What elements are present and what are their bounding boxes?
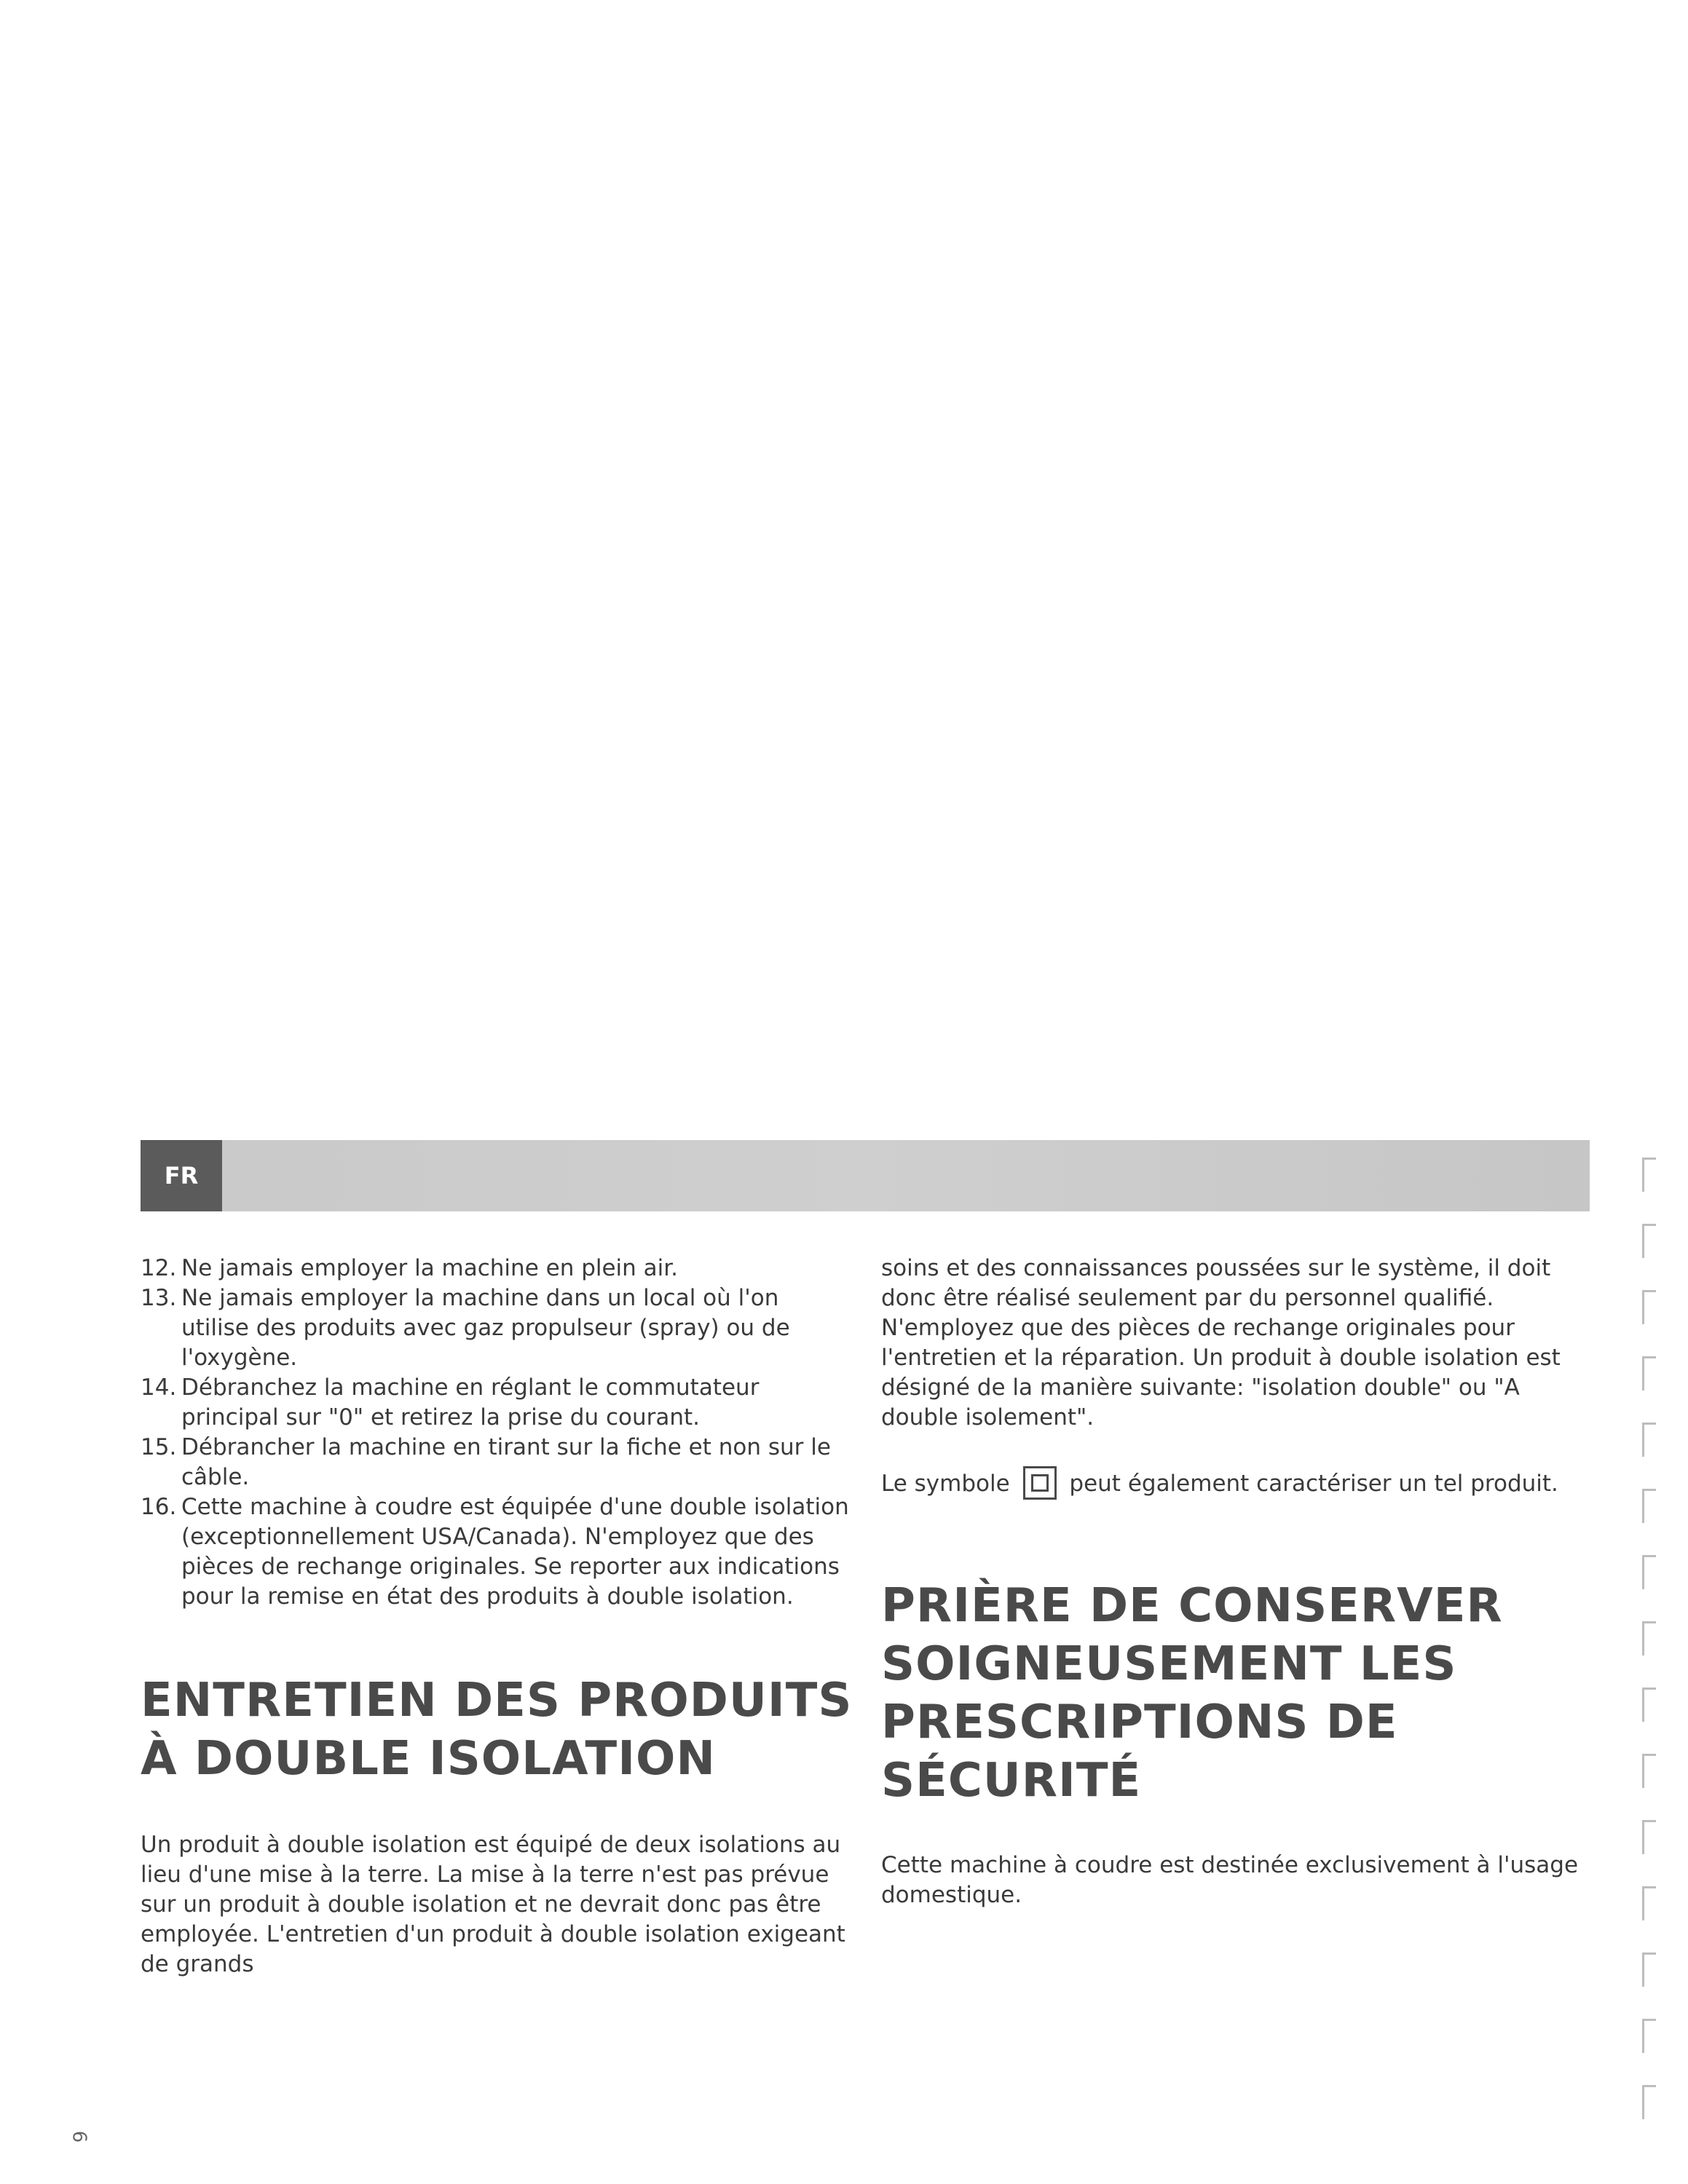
list-item: 13. Ne jamais employer la machine dans un local où l'on utilise des produits avec gaz propulseur (spray) ou de l'oxygène. <box>141 1285 790 1371</box>
section-header-bar <box>141 1140 1590 1211</box>
edge-mark <box>1642 1820 1656 1854</box>
edge-mark <box>1642 1224 1656 1258</box>
heading-keep-instructions: PRIÈRE DE CONSERVER SOIGNEUSEMENT LES PRESCRIPTIONS DE SÉCURITÉ <box>881 1579 1503 1808</box>
edge-mark <box>1642 1555 1656 1589</box>
double-insulation-paragraph: Un produit à double isolation est équipé de deux isolations au lieu d'une mise à la terre. La mise à la terre n'est pas prévue sur un produit à double isolation et ne devrait donc pas être employée. L'entretien d'un produit à double isolation exigeant de grands <box>141 1832 845 1977</box>
heading-double-insulation: ENTRETIEN DES PRODUITS À DOUBLE ISOLATION <box>141 1674 853 1786</box>
left-column <box>141 1254 851 1979</box>
double-insulation-symbol-icon <box>1023 1466 1057 1500</box>
edge-mark <box>1642 1290 1656 1324</box>
edge-mark <box>1642 1886 1656 1920</box>
edge-mark <box>1642 2085 1656 2119</box>
safety-rules-list <box>141 1254 851 1612</box>
page-number: 6 <box>68 2130 90 2143</box>
edge-mark <box>1642 1621 1656 1655</box>
domestic-use-note: Cette machine à coudre est destinée exclusivement à l'usage domestique. <box>881 1852 1579 1908</box>
edge-mark <box>1642 1158 1656 1192</box>
list-item: 15. Débrancher la machine en tirant sur la fiche et non sur le câble. <box>141 1434 831 1490</box>
edge-mark <box>1642 1356 1656 1390</box>
right-column <box>881 1254 1591 1910</box>
list-item: 16. Cette machine à coudre est équipée d'une double isolation (exceptionnellement USA/Canada). N'employez que des pièces de rechange originales. Se reporter aux indications pour la remise en état des produits à double isolation. <box>141 1494 849 1610</box>
edge-mark <box>1642 1423 1656 1457</box>
maintenance-paragraph: soins et des connaissances poussées sur le système, il doit donc être réalisé seulement par du personnel qualifié. N'employez que des pièces de rechange originales pour l'entretien et la réparation. Un produit à double isolation est désigné de la manière suivante: "isolation double" ou "A double isolement". <box>881 1255 1561 1431</box>
symbol-line: Le symbole peut également caractériser un tel produit. <box>881 1466 1591 1500</box>
edge-mark <box>1642 2019 1656 2053</box>
edge-mark <box>1642 1754 1656 1788</box>
edge-tab-marks <box>1642 1158 1671 2151</box>
list-item: 14. Débranchez la machine en réglant le commutateur principal sur "0" et retirez la prise du courant. <box>141 1374 760 1431</box>
list-item: 12. Ne jamais employer la machine en plein air. <box>141 1255 679 1281</box>
language-tab: FR <box>141 1140 222 1211</box>
edge-mark <box>1642 1688 1656 1722</box>
edge-mark <box>1642 1489 1656 1523</box>
edge-mark <box>1642 1952 1656 1987</box>
